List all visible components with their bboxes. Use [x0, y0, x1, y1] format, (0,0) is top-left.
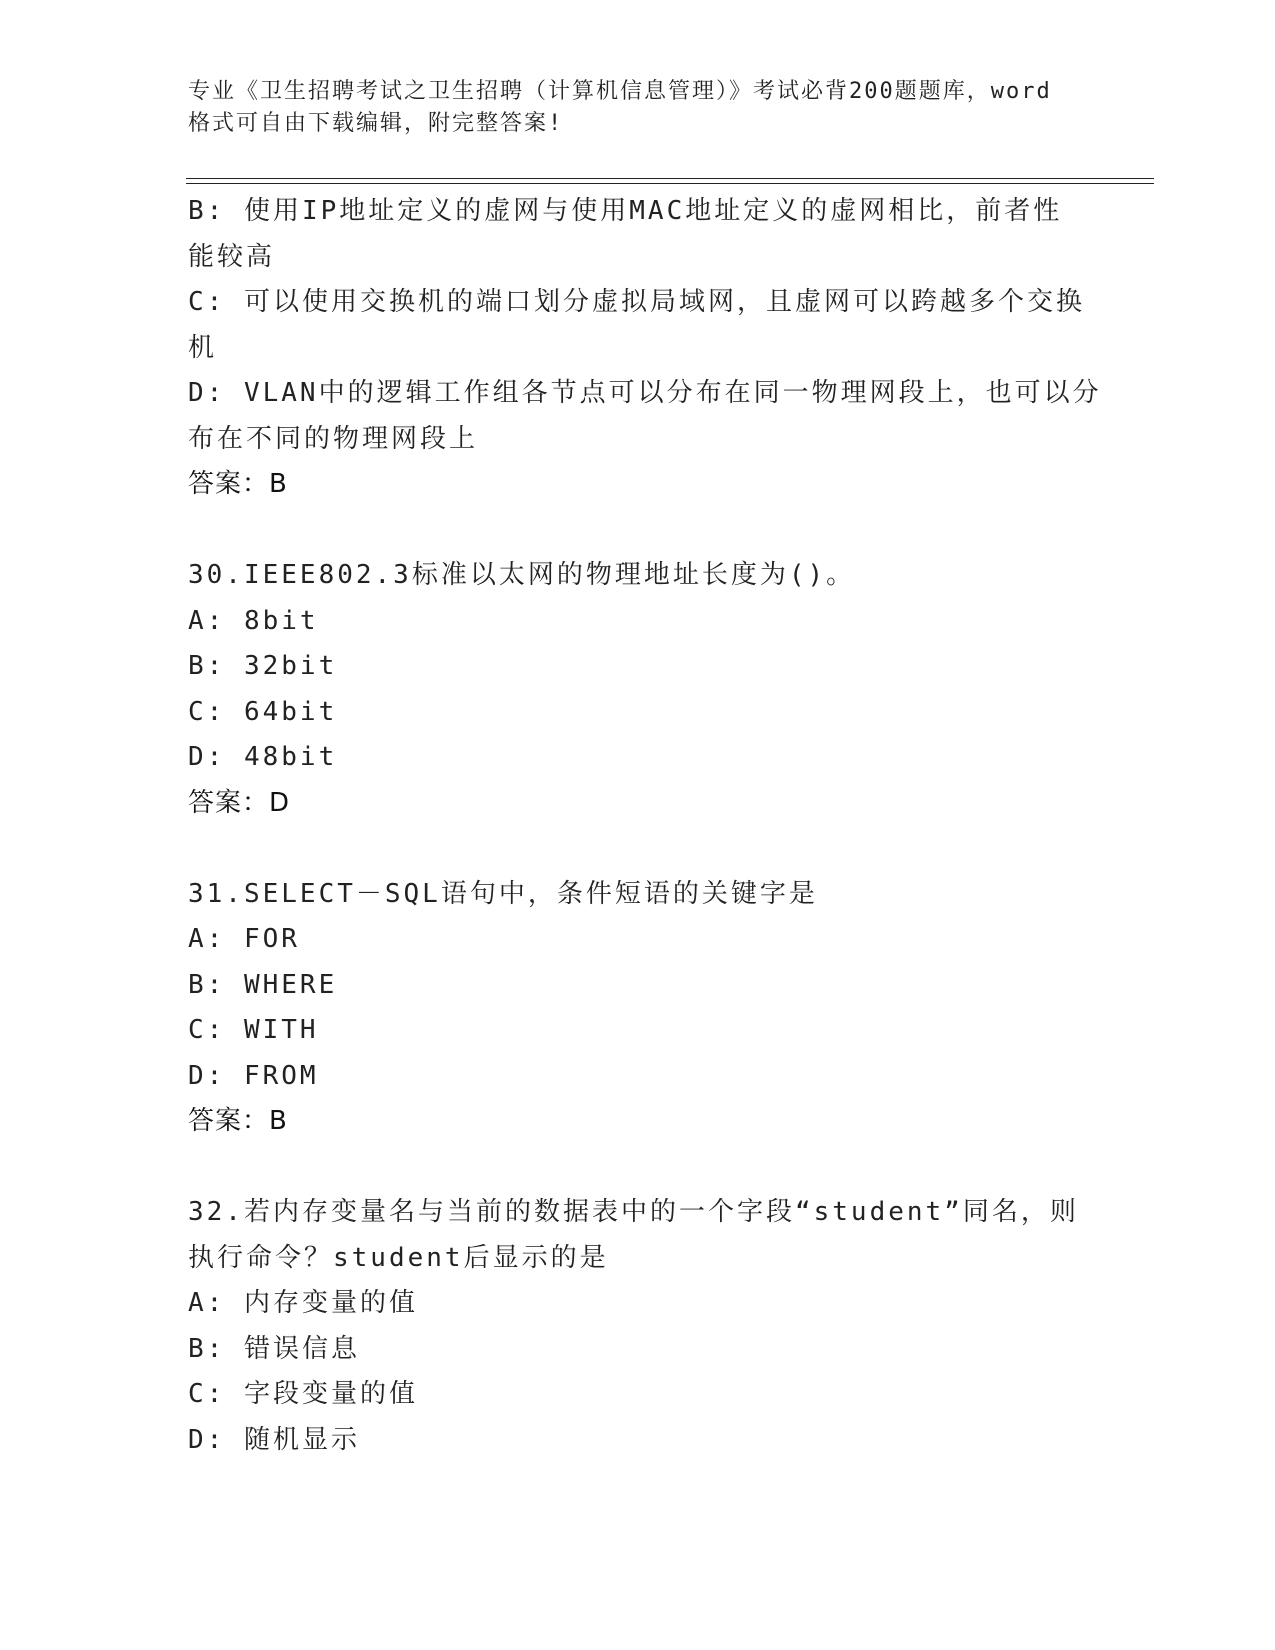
header-line-2: 格式可自由下载编辑，附完整答案!: [188, 111, 564, 136]
document-header: [188, 76, 1088, 140]
question-text-line-2: 执行命令？student后显示的是: [188, 1242, 609, 1273]
option-c: C: 字段变量的值: [188, 1379, 418, 1409]
question-30: [188, 553, 1088, 826]
answer: 答案：B: [188, 1106, 288, 1136]
option-b: B: WHERE: [188, 969, 338, 1000]
question-31: [188, 872, 1088, 1145]
spacer: [188, 1145, 1088, 1191]
option-b-line-2: 能较高: [188, 241, 276, 272]
document-body: [188, 189, 1102, 1463]
option-a: A: 8bit: [188, 605, 319, 636]
question-32: [188, 1190, 1088, 1463]
question-29-tail: [188, 189, 1102, 508]
option-d-line-1: D: VLAN中的逻辑工作组各节点可以分布在同一物理网段上，也可以分: [188, 378, 1102, 408]
option-b-line-1: B: 使用IP地址定义的虚网与使用MAC地址定义的虚网相比，前者性: [188, 196, 1063, 226]
option-d: D: 随机显示: [188, 1424, 360, 1455]
option-d: D: FROM: [188, 1060, 319, 1091]
option-c-line-1: C: 可以使用交换机的端口划分虚拟局域网，且虚网可以跨越多个交换: [188, 287, 1085, 317]
answer: 答案：D: [188, 787, 291, 818]
header-divider-top: [186, 178, 1154, 179]
spacer: [188, 508, 1088, 554]
header-line-1: 专业《卫生招聘考试之卫生招聘（计算机信息管理）》考试必背200题题库，word: [188, 79, 1052, 104]
spacer: [188, 826, 1088, 872]
question-text: 30.IEEE802.3标准以太网的物理地址长度为()。: [188, 560, 856, 590]
option-d-line-2: 布在不同的物理网段上: [188, 423, 479, 454]
option-b: B: 32bit: [188, 651, 338, 681]
question-text: 31.SELECT－SQL语句中，条件短语的关键字是: [188, 878, 818, 909]
header-divider-bottom: [186, 183, 1154, 184]
option-b: B: 错误信息: [188, 1333, 360, 1364]
option-c: C: 64bit: [188, 696, 338, 727]
option-d: D: 48bit: [188, 742, 338, 772]
question-text-line-1: 32.若内存变量名与当前的数据表中的一个字段“student”同名，则: [188, 1197, 1079, 1227]
answer: 答案：B: [188, 469, 288, 499]
option-c: C: WITH: [188, 1015, 319, 1045]
option-a: A: FOR: [188, 924, 300, 954]
option-c-line-2: 机: [188, 332, 218, 363]
option-a: A: 内存变量的值: [188, 1288, 418, 1318]
